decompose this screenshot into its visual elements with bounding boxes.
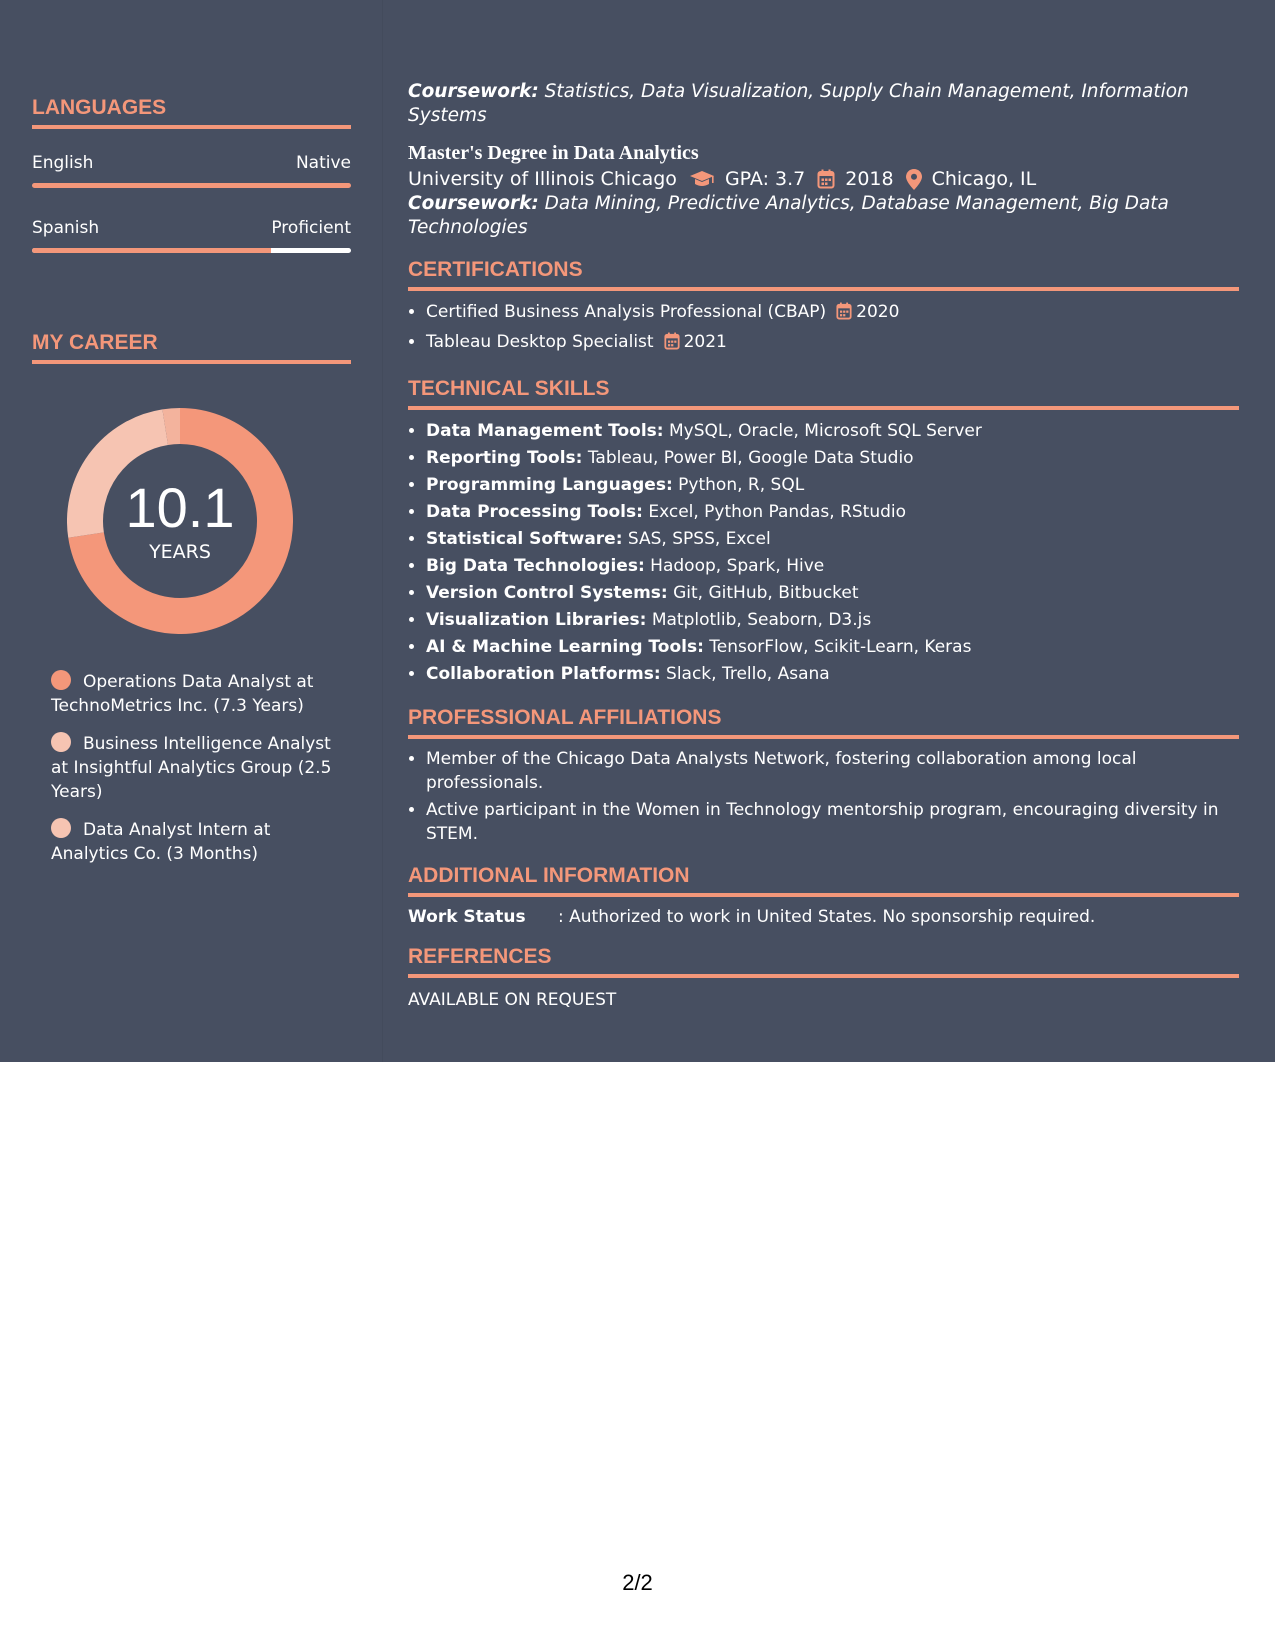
skill-label: Statistical Software: xyxy=(426,529,623,549)
skill-value: Excel, Python Pandas, RStudio xyxy=(648,502,907,522)
legend-dot-icon xyxy=(51,732,71,752)
skill-label: Data Management Tools: xyxy=(426,421,664,441)
list-item xyxy=(426,607,1239,634)
degree-meta xyxy=(408,166,1239,192)
language-level: Proficient xyxy=(271,218,351,238)
list-item xyxy=(426,499,1239,526)
skill-value: MySQL, Oracle, Microsoft SQL Server xyxy=(669,421,982,441)
graduation-year: 2018 xyxy=(845,168,894,190)
skill-value: Python, R, SQL xyxy=(678,475,805,495)
career-donut-chart xyxy=(67,408,293,634)
list-item xyxy=(426,472,1239,499)
skill-label: Programming Languages: xyxy=(426,475,673,495)
column-divider xyxy=(382,0,383,1062)
language-level-fill xyxy=(32,248,271,253)
list-item xyxy=(426,418,1239,445)
skill-value: Git, GitHub, Bitbucket xyxy=(673,583,859,603)
page-number: 2/2 xyxy=(622,1570,653,1595)
coursework-text: Data Mining, Predictive Analytics, Database Management, Big Data Technologies xyxy=(408,193,1169,238)
career-legend-item xyxy=(51,818,341,866)
list-item xyxy=(426,661,1239,688)
career-legend-label: Business Intelligence Analyst at Insightful Analytics Group (2.5 Years) xyxy=(51,734,332,802)
language-level-bar xyxy=(32,248,351,253)
skill-value: Matplotlib, Seaborn, D3.js xyxy=(651,610,872,630)
skill-label: Collaboration Platforms: xyxy=(426,664,661,684)
calendar-icon xyxy=(836,302,852,329)
career-section xyxy=(32,331,351,866)
certifications-title: CERTIFICATIONS xyxy=(408,258,1239,291)
graduation-cap-icon xyxy=(689,169,715,189)
languages-title: LANGUAGES xyxy=(32,96,351,129)
certification-name: Tableau Desktop Specialist xyxy=(426,332,654,352)
language-name: English xyxy=(32,153,94,173)
skill-label: Visualization Libraries: xyxy=(426,610,647,630)
legend-dot-icon xyxy=(51,818,71,838)
coursework-label: Coursework: xyxy=(408,193,539,214)
career-title: MY CAREER xyxy=(32,331,351,364)
affiliations-title: PROFESSIONAL AFFILIATIONS xyxy=(408,706,1239,739)
skill-value: Hadoop, Spark, Hive xyxy=(650,556,825,576)
calendar-icon xyxy=(664,332,680,359)
language-name: Spanish xyxy=(32,218,100,238)
language-item xyxy=(32,218,351,253)
certification-year: 2020 xyxy=(856,302,900,322)
affiliations-list xyxy=(408,747,1239,846)
coursework-line xyxy=(408,192,1239,240)
list-item: • Active participant in the Women in Technology mentorship program, encouraging diversity in STEM. xyxy=(426,798,1239,846)
language-level: Native xyxy=(295,153,351,173)
language-level-fill xyxy=(32,183,351,188)
skill-label: AI & Machine Learning Tools: xyxy=(426,637,704,657)
technical-skills-title: TECHNICAL SKILLS xyxy=(408,377,1239,410)
list-item: • Member of the Chicago Data Analysts Network, fostering collaboration among local professionals. xyxy=(426,747,1239,795)
coursework-text: Statistics, Data Visualization, Supply Chain Management, Information Systems xyxy=(408,81,1189,126)
coursework-line xyxy=(408,80,1239,128)
skill-value: TensorFlow, Scikit-Learn, Keras xyxy=(709,637,972,657)
language-item xyxy=(32,153,351,188)
certification-year: 2021 xyxy=(683,332,727,352)
certification-name: Certified Business Analysis Professional (CBAP) xyxy=(426,302,827,322)
list-item xyxy=(426,526,1239,553)
skill-value: Slack, Trello, Asana xyxy=(666,664,830,684)
coursework-label: Coursework: xyxy=(408,81,539,102)
career-legend-label: Data Analyst Intern at Analytics Co. (3 Months) xyxy=(51,820,271,864)
references-text: AVAILABLE ON REQUEST xyxy=(408,990,617,1010)
degree-title: Master's Degree in Data Analytics xyxy=(408,142,699,164)
language-level-bar xyxy=(32,183,351,188)
career-legend-item xyxy=(51,670,341,718)
school-location: Chicago, IL xyxy=(931,168,1037,190)
sidebar xyxy=(32,96,351,880)
work-status-row xyxy=(408,907,1239,927)
references-title: REFERENCES xyxy=(408,945,1239,978)
list-item xyxy=(426,553,1239,580)
legend-dot-icon xyxy=(51,670,71,690)
certifications-list xyxy=(408,299,1239,359)
skill-label: Version Control Systems: xyxy=(426,583,668,603)
main-column xyxy=(408,80,1239,1010)
skill-label: Big Data Technologies: xyxy=(426,556,645,576)
career-legend xyxy=(51,670,341,866)
list-item xyxy=(426,329,1239,359)
gpa: GPA: 3.7 xyxy=(724,168,806,190)
skill-label: Reporting Tools: xyxy=(426,448,583,468)
career-legend-item xyxy=(51,732,341,804)
school-name: University of Illinois Chicago xyxy=(408,168,677,190)
career-legend-label: Operations Data Analyst at TechnoMetrics Inc. (7.3 Years) xyxy=(51,672,314,716)
location-pin-icon xyxy=(906,169,922,190)
career-total-years: 10.1 xyxy=(125,476,235,539)
skill-value: SAS, SPSS, Excel xyxy=(627,529,771,549)
list-item xyxy=(426,445,1239,472)
skills-list xyxy=(408,418,1239,688)
calendar-icon xyxy=(817,169,835,189)
list-item xyxy=(426,299,1239,329)
skill-value: Tableau, Power BI, Google Data Studio xyxy=(587,448,914,468)
list-item xyxy=(426,634,1239,661)
skill-label: Data Processing Tools: xyxy=(426,502,643,522)
work-status-label: Work Status xyxy=(408,907,526,927)
career-years-unit: YEARS xyxy=(149,541,211,563)
additional-info-title: ADDITIONAL INFORMATION xyxy=(408,864,1239,897)
work-status-value: : Authorized to work in United States. No sponsorship required. xyxy=(558,907,1096,927)
list-item xyxy=(426,580,1239,607)
